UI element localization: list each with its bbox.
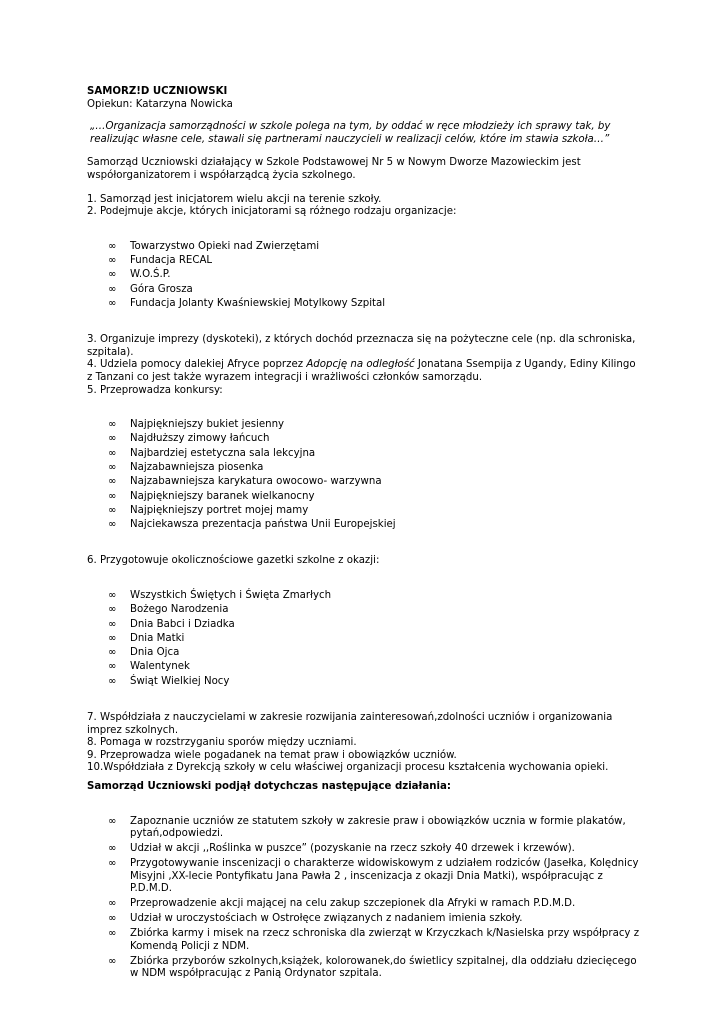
list-item-text: Najciekawsza prezentacja państwa Unii Europejskiej [130,519,396,531]
bullet-icon: ∞ [108,632,117,644]
bullet-icon: ∞ [108,618,117,630]
bullet-icon: ∞ [108,913,117,925]
point-4-start: 4. Udziela pomocy dalekiej Afryce poprzez [87,359,307,371]
list-item-text: Udział w akcji ,,Roślinka w puszce” (pozyskanie na rzecz szkoły 40 drzewek i krzewów). [130,843,575,855]
document-body [87,86,643,983]
list-item [87,858,643,896]
list-item-text: Fundacja Jolanty Kwaśniewskiej Motylkowy Szpital [130,297,386,309]
supervisor-line: Opiekun: Katarzyna Nowicka [87,98,233,110]
list-item [87,843,643,856]
list-item [87,491,643,504]
bullet-icon: ∞ [108,928,117,940]
bullet-icon: ∞ [108,858,117,870]
bullet-icon: ∞ [108,297,117,309]
actions-list [87,816,643,981]
list-item [87,928,643,953]
bullet-icon: ∞ [108,447,117,459]
list-item-text: Najzabawniejsza piosenka [130,461,264,473]
list-item [87,462,643,475]
list-item [87,284,643,297]
list-item-text: Świąt Wielkiej Nocy [130,675,230,687]
list-item-text: Wszystkich Świętych i Święta Zmarłych [130,589,332,601]
list-item-text: Najdłuższy zimowy łańcuch [130,433,270,445]
motto-quote: „…Organizacja samorządności w szkole polega na tym, by oddać w ręce młodzieży ich sprawy tak, by realizując własne cele, stawali się partnerami nauczycieli w realizacji celów, które im stawia szkoła…” [90,121,611,145]
list-item [87,913,643,926]
list-item-text: Najpiękniejszy bukiet jesienny [130,419,285,431]
list-item-text: Najpiękniejszy portret mojej mamy [130,504,309,516]
bullet-icon: ∞ [108,898,117,910]
list-item [87,505,643,518]
point-8: 8. Pomaga w rozstrzyganiu sporów między uczniami. [87,737,357,749]
actions-heading: Samorząd Uczniowski podjął dotychczas następujące działania: [87,780,451,792]
bullet-icon: ∞ [108,240,117,252]
list-item [87,476,643,489]
list-item [87,619,643,632]
list-item [87,590,643,603]
list-item-text: Dnia Babci i Dziadka [130,618,235,630]
list-item-text: Udział w uroczystościach w Ostrołęce związanych z nadaniem imienia szkoły. [130,913,523,925]
point-5: 5. Przeprowadza konkursy: [87,384,223,396]
list-item-text: Towarzystwo Opieki nad Zwierzętami [130,240,320,252]
point-1: 1. Samorząd jest inicjatorem wielu akcji na terenie szkoły. [87,193,382,205]
bullet-icon: ∞ [108,419,117,431]
bullet-icon: ∞ [108,843,117,855]
list-item-text: Przeprowadzenie akcji mającej na celu zakup szczepionek dla Afryki w ramach P.D.M.D. [130,898,576,910]
list-item-text: Najpiękniejszy baranek wielkanocny [130,490,315,502]
list-item-text: W.O.Ś.P. [130,269,171,281]
point-4 [87,359,643,384]
list-item [87,604,643,617]
list-item-text: Najbardziej estetyczna sala lekcyjna [130,447,316,459]
list-item-text: Zbiórka przyborów szkolnych,książek, kolorowanek,do świetlicy szpitalnej, dla oddziału dziecięcego w NDM współpracując z Panią Ordynator szpitala. [130,955,637,980]
bullet-icon: ∞ [108,433,117,445]
bullet-icon: ∞ [108,283,117,295]
list-item [87,448,643,461]
bullet-icon: ∞ [108,490,117,502]
contests-list [87,419,643,532]
bullet-icon: ∞ [108,461,117,473]
list-item [87,633,643,646]
list-item-text: Dnia Ojca [130,647,180,659]
bullet-icon: ∞ [108,519,117,531]
point-7: 7. Współdziała z nauczycielami w zakresie rozwijania zainteresowań,zdolności uczniów i organizowania imprez szkolnych. [87,711,613,736]
list-item-text: Najzabawniejsza karykatura owocowo- warzywna [130,476,382,488]
bullet-icon: ∞ [108,269,117,281]
list-item [87,647,643,660]
list-item-text: Bożego Narodzenia [130,604,229,616]
point-4-italic: Adopcję na odległość [306,359,415,371]
list-item [87,419,643,432]
bullet-icon: ∞ [108,815,117,827]
document-title: SAMORZ!D UCZNIOWSKI [87,86,228,97]
bullet-icon: ∞ [108,504,117,516]
list-item-text: Dnia Matki [130,632,185,644]
list-item-text: Przygotowywanie inscenizacji o charakterze widowiskowym z udziałem rodziców (Jasełka, Kolędnicy Misyjni ,XX-lecie Pontyfikatu Jana Pawła 2 , inscenizacja z okazji Dnia Matki), współpracując z P.D.M.D. [130,858,639,895]
list-item-text: Fundacja RECAL [130,255,213,267]
list-item [87,956,643,981]
point-3: 3. Organizuje imprezy (dyskoteki), z których dochód przeznacza się na pożyteczne cele (np. dla schroniska, szpitala). [87,334,636,358]
list-item [87,269,643,282]
point-10: 10.Współdziała z Dyrekcją szkoły w celu właściwej organizacji procesu kształcenia wychowania opieki. [87,762,609,774]
list-item [87,255,643,268]
list-item [87,433,643,446]
point-9: 9. Przeprowadza wiele pogadanek na temat praw i obowiązków uczniów. [87,749,457,761]
list-item [87,241,643,254]
bullet-icon: ∞ [108,589,117,601]
list-item [87,898,643,911]
list-item-text: Walentynek [130,661,190,673]
organizations-list [87,241,643,311]
occasions-list [87,590,643,688]
bullet-icon: ∞ [108,955,117,967]
list-item [87,676,643,689]
point-2: 2. Podejmuje akcje, których inicjatorami są różnego rodzaju organizacje: [87,206,457,218]
point-4-end: Jonatana Ssempija z Ugandy, Ediny Kilingo z Tanzani co jest także wyrazem integracji i wrażliwości członków samorządu. [87,359,636,383]
list-item [87,816,643,841]
list-item [87,519,643,532]
bullet-icon: ∞ [108,255,117,267]
list-item [87,661,643,674]
bullet-icon: ∞ [108,604,117,616]
intro-paragraph: Samorząd Uczniowski działający w Szkole Podstawowej Nr 5 w Nowym Dworze Mazowieckim jest współorganizatorem i współarządcą życia szkolnego. [87,157,581,181]
list-item-text: Góra Grosza [130,283,193,295]
list-item-text: Zapoznanie uczniów ze statutem szkoły w zakresie praw i obowiązków ucznia w formie plakatów, pytań,odpowiedzi. [130,815,626,840]
bullet-icon: ∞ [108,476,117,488]
list-item [87,298,643,311]
bullet-icon: ∞ [108,661,117,673]
list-item-text: Zbiórka karmy i misek na rzecz schroniska dla zwierząt w Krzyczkach k/Nasielska przy współpracy z Komendą Policji z NDM. [130,928,640,952]
bullet-icon: ∞ [108,647,117,659]
point-6: 6. Przygotowuje okolicznościowe gazetki szkolne z okazji: [87,555,380,567]
bullet-icon: ∞ [108,675,117,687]
